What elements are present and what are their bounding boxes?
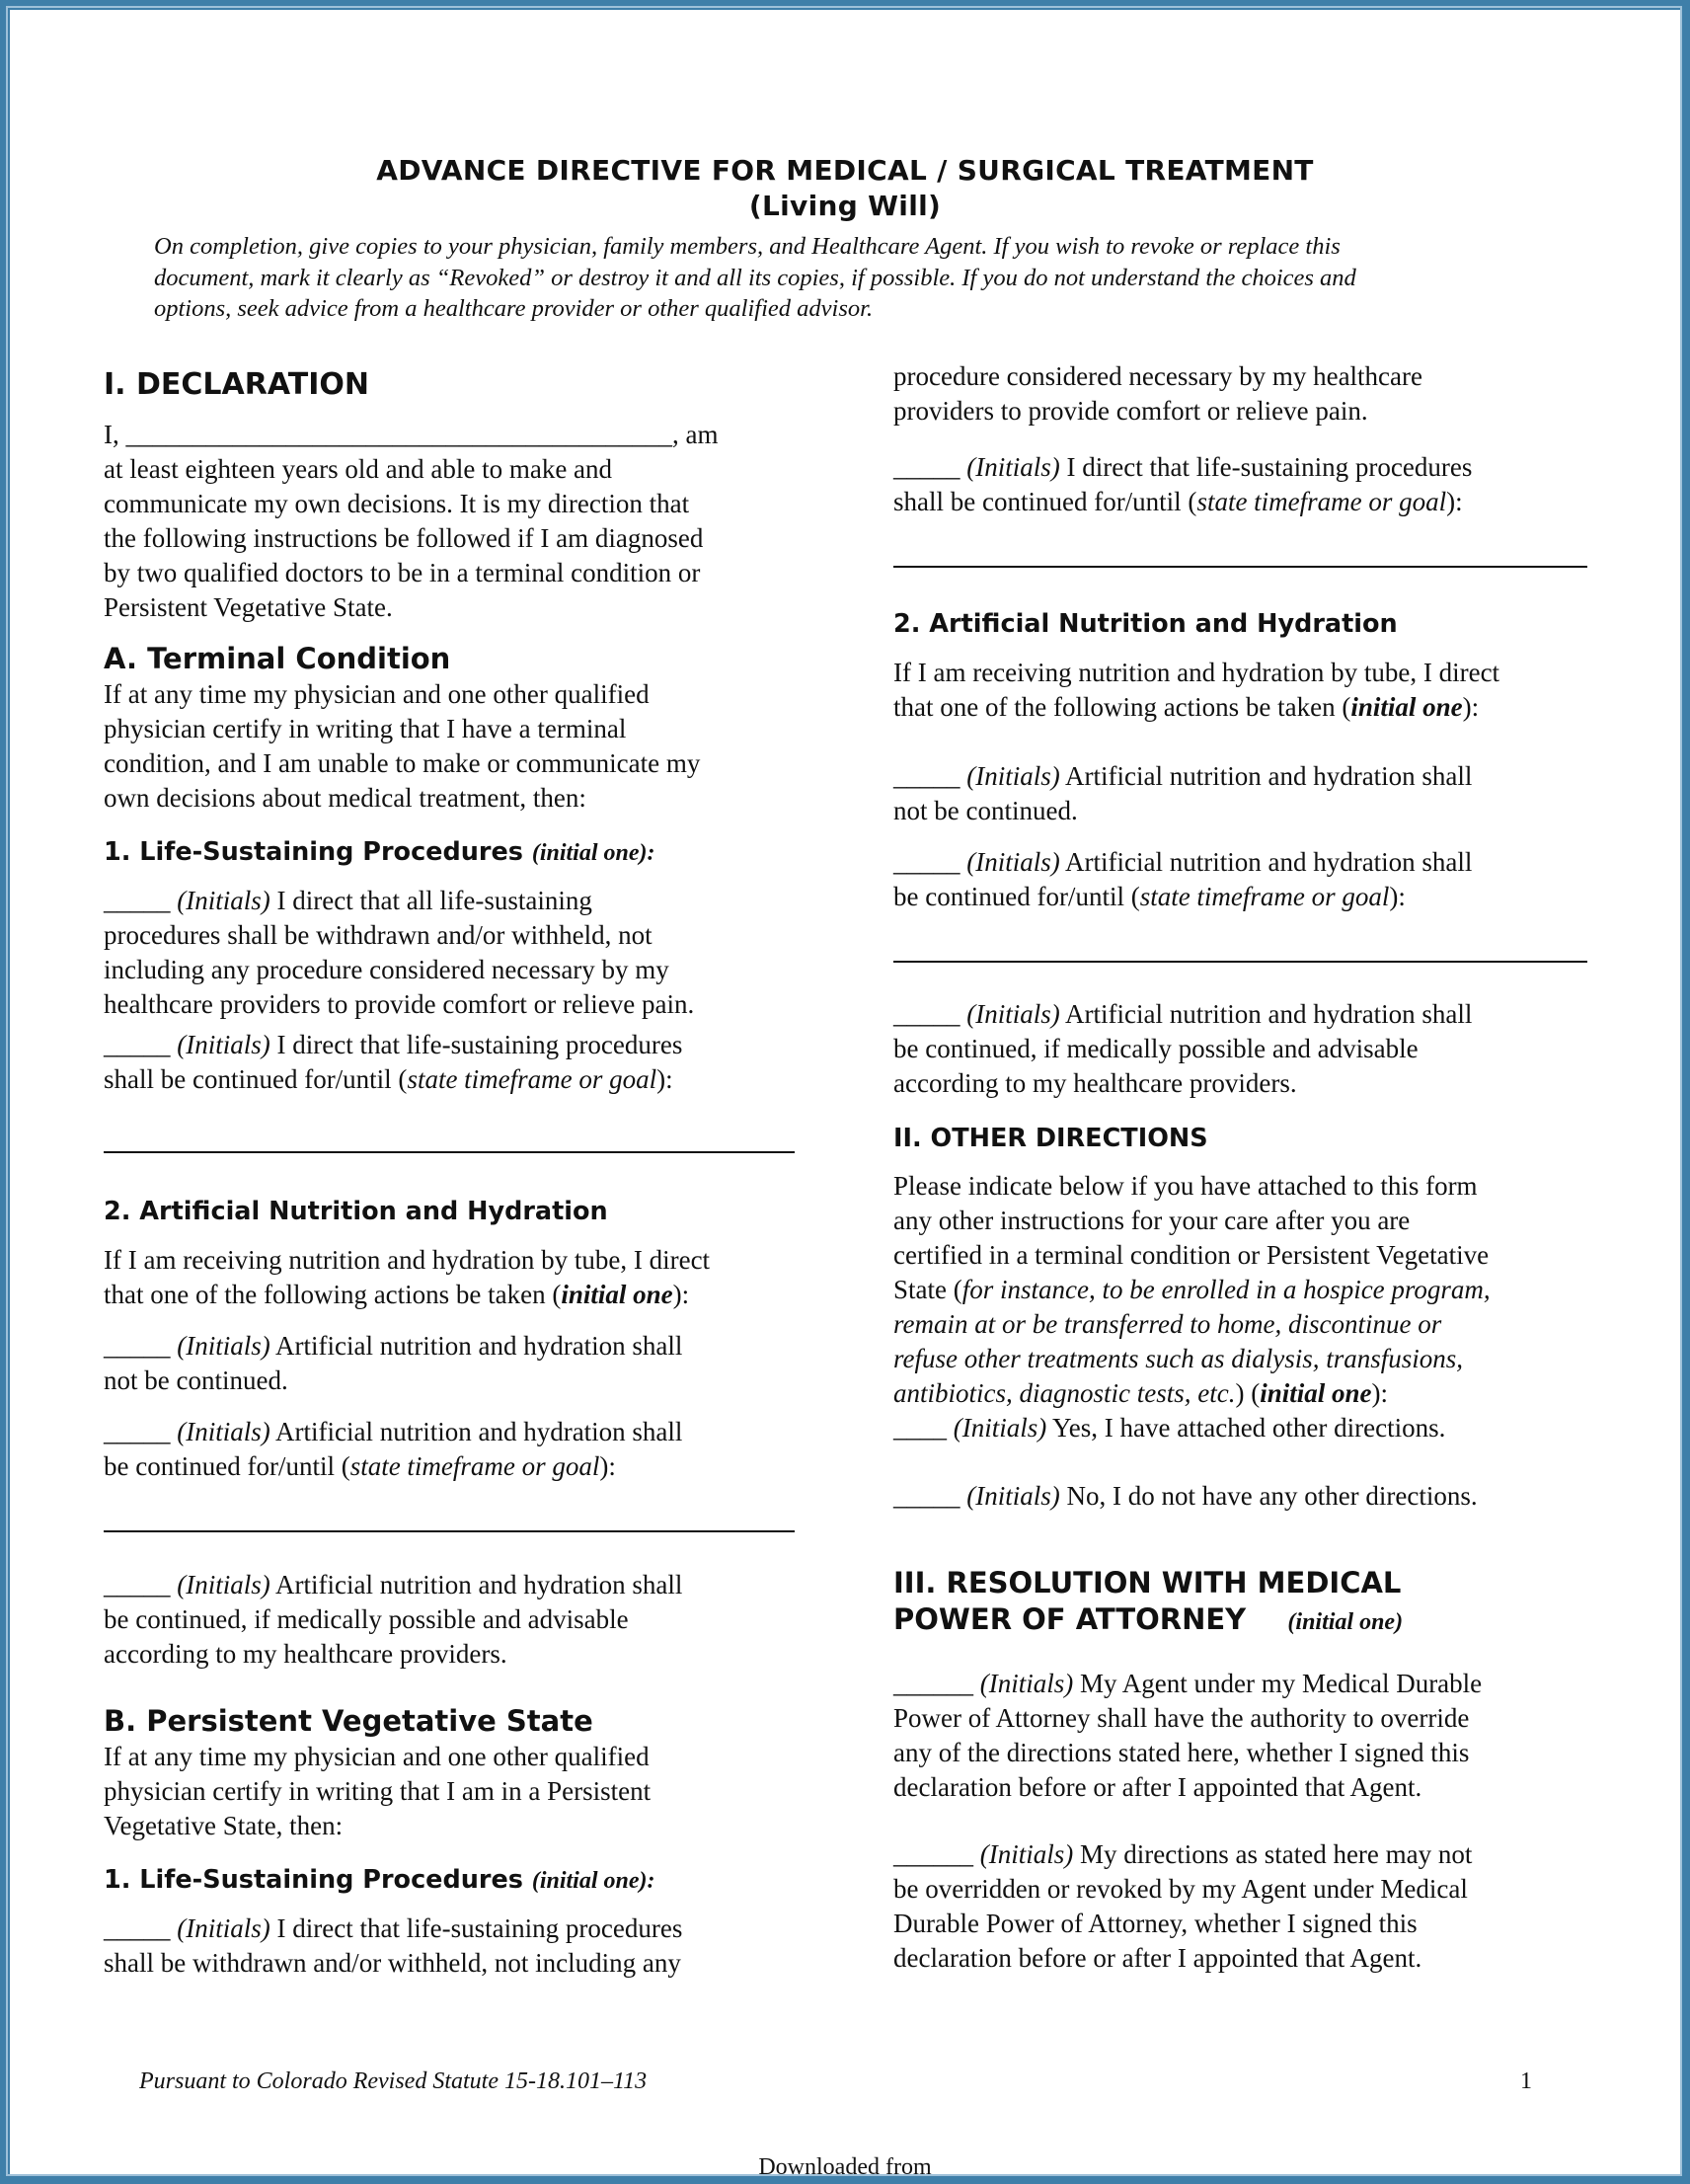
- initials-label: (Initials): [966, 847, 1060, 877]
- option-text: declaration before or after I appointed that Agent.: [893, 1943, 1422, 1973]
- resolution-option-no-override: [893, 1837, 1472, 1976]
- paragraph-line: antibiotics, diagnostic tests, etc.: [893, 1378, 1236, 1408]
- anh-option-not-continued: [893, 759, 1472, 828]
- option-text: according to my healthcare providers.: [104, 1639, 507, 1669]
- option-text: be continued for/until (: [104, 1451, 350, 1481]
- lsp-option-continue: [893, 450, 1472, 519]
- option-text: declaration before or after I appointed that Agent.: [893, 1772, 1422, 1802]
- option-text: Yes, I have attached other directions.: [1046, 1413, 1446, 1443]
- instructions-line: document, mark it clearly as “Revoked” or destroy it and all its copies, if possible. If you do not understand the choices and: [154, 264, 1356, 291]
- paragraph-line: own decisions about medical treatment, then:: [104, 783, 586, 813]
- initials-label: (Initials): [966, 761, 1060, 791]
- paragraph-line: condition, and I am unable to make or communicate my: [104, 748, 701, 778]
- paragraph-line: for instance, to be enrolled in a hospice program,: [961, 1275, 1491, 1304]
- other-directions-no-option: [893, 1479, 1478, 1514]
- document-subtitle: (Living Will): [748, 190, 942, 222]
- heading-text: 1. Life-Sustaining Procedures: [104, 1865, 523, 1895]
- option-text: not be continued.: [893, 796, 1078, 825]
- pvs-lsp-option: [104, 1911, 682, 1981]
- option-text: No, I do not have any other directions.: [1059, 1481, 1478, 1511]
- anh-option-continued-until: [893, 845, 1472, 914]
- anh-intro: [104, 1243, 710, 1312]
- initials-blank[interactable]: ______: [893, 1839, 980, 1869]
- artificial-nutrition-heading: 2. Artificial Nutrition and Hydration: [893, 609, 1398, 639]
- anh-option-advisable: [104, 1568, 682, 1672]
- declaration-line: Persistent Vegetative State.: [104, 592, 393, 622]
- option-text: Artificial nutrition and hydration shall: [1059, 761, 1473, 791]
- option-text: I direct that all life-sustaining: [269, 886, 592, 915]
- option-text: Artificial nutrition and hydration shall: [1059, 847, 1473, 877]
- paragraph-line: ):: [1462, 692, 1480, 722]
- declaration-line: by two qualified doctors to be in a terminal condition or: [104, 558, 701, 587]
- option-text: I direct that life-sustaining procedures: [1059, 452, 1473, 482]
- persistent-vegetative-paragraph: [104, 1740, 651, 1843]
- initials-label: (Initials): [966, 1481, 1060, 1511]
- initials-blank[interactable]: _____: [893, 1481, 967, 1511]
- anh-option-not-continued: [104, 1329, 682, 1398]
- initial-one-note: initial one: [1260, 1378, 1372, 1408]
- other-directions-paragraph: [893, 1169, 1491, 1411]
- declaration-name-line[interactable]: I, _________________________________________, am: [104, 420, 719, 449]
- initials-blank[interactable]: ______: [893, 1669, 980, 1698]
- initials-label: (Initials): [953, 1413, 1047, 1443]
- paragraph-line: certified in a terminal condition or Persistent Vegetative: [893, 1240, 1490, 1270]
- heading-text: 1. Life-Sustaining Procedures: [104, 837, 523, 867]
- option-text: be overridden or revoked by my Agent under Medical: [893, 1874, 1468, 1904]
- life-sustaining-heading: [104, 837, 655, 867]
- paragraph-line: remain at or be transferred to home, discontinue or: [893, 1309, 1442, 1339]
- option-text: Power of Attorney shall have the authority to override: [893, 1703, 1470, 1733]
- declaration-paragraph: [104, 418, 718, 625]
- initials-label: (Initials): [966, 452, 1060, 482]
- option-text: Artificial nutrition and hydration shall: [1059, 999, 1473, 1029]
- resolution-heading-line2: [893, 1602, 1403, 1636]
- resolution-heading: III. RESOLUTION WITH MEDICAL: [893, 1566, 1402, 1599]
- paragraph-line: If at any time my physician and one other qualified: [104, 1742, 650, 1771]
- initials-blank[interactable]: _____: [893, 999, 967, 1029]
- paragraph-line: procedure considered necessary by my healthcare: [893, 361, 1422, 391]
- initials-blank[interactable]: _____: [104, 1331, 178, 1361]
- timeframe-write-line[interactable]: [893, 566, 1587, 568]
- paragraph-line: Vegetative State, then:: [104, 1811, 344, 1840]
- paragraph-line: ):: [672, 1280, 690, 1309]
- option-text: be continued, if medically possible and advisable: [104, 1604, 629, 1634]
- initial-one-note: initial one: [561, 1280, 673, 1309]
- declaration-line: at least eighteen years old and able to make and: [104, 454, 613, 484]
- initials-label: (Initials): [177, 1570, 270, 1599]
- lsp-option-withdraw: [104, 884, 694, 1022]
- statute-footer: Pursuant to Colorado Revised Statute 15-18.101–113: [139, 2068, 648, 2094]
- lsp-option-continue: [104, 1028, 682, 1097]
- option-text: ):: [599, 1451, 616, 1481]
- option-text: Artificial nutrition and hydration shall: [269, 1570, 683, 1599]
- instructions-paragraph: [154, 231, 1556, 325]
- anh-option-continued-until: [104, 1415, 682, 1484]
- paragraph-line: ) (: [1235, 1378, 1261, 1408]
- paragraph-line: that one of the following actions be taken (: [893, 692, 1351, 722]
- document-title: ADVANCE DIRECTIVE FOR MEDICAL / SURGICAL TREATMENT: [376, 154, 1314, 187]
- anh-intro: [893, 656, 1499, 725]
- declaration-heading: I. DECLARATION: [104, 367, 369, 402]
- option-text: My Agent under my Medical Durable: [1073, 1669, 1483, 1698]
- initial-one-note: (initial one):: [531, 840, 655, 866]
- paragraph-line: providers to provide comfort or relieve pain.: [893, 396, 1368, 426]
- paragraph-line: State (: [893, 1275, 962, 1304]
- paragraph-line: ):: [1371, 1378, 1388, 1408]
- initials-blank[interactable]: _____: [104, 1030, 178, 1059]
- initials-label: (Initials): [177, 1417, 270, 1446]
- initials-label: (Initials): [177, 1030, 270, 1059]
- resolution-option-agent-override: [893, 1667, 1482, 1805]
- downloaded-from-note: Downloaded from: [758, 2154, 932, 2174]
- option-text: according to my healthcare providers.: [893, 1068, 1297, 1098]
- heading-text: POWER OF ATTORNEY: [893, 1602, 1247, 1636]
- paragraph-line: If at any time my physician and one other qualified: [104, 679, 650, 709]
- initials-blank[interactable]: _____: [893, 847, 967, 877]
- declaration-line: the following instructions be followed if I am diagnosed: [104, 523, 704, 553]
- option-text: state timeframe or goal: [407, 1064, 657, 1094]
- option-text: healthcare providers to provide comfort or relieve pain.: [104, 989, 695, 1019]
- timeframe-write-line[interactable]: [893, 961, 1587, 963]
- option-text: shall be withdrawn and/or withheld, not including any: [104, 1948, 681, 1978]
- initials-blank[interactable]: _____: [104, 1913, 178, 1943]
- initials-blank[interactable]: _____: [893, 452, 967, 482]
- option-text: state timeframe or goal: [349, 1451, 600, 1481]
- paragraph-line: that one of the following actions be taken (: [104, 1280, 562, 1309]
- other-directions-heading: II. OTHER DIRECTIONS: [893, 1124, 1208, 1153]
- instructions-line: On completion, give copies to your physician, family members, and Healthcare Agent. If you wish to revoke or replace this: [154, 233, 1341, 260]
- other-directions-yes-option: [893, 1411, 1445, 1445]
- paragraph-line: If I am receiving nutrition and hydration by tube, I direct: [104, 1245, 711, 1275]
- paragraph-line: refuse other treatments such as dialysis, transfusions,: [893, 1344, 1463, 1373]
- option-text: I direct that life-sustaining procedures: [269, 1913, 683, 1943]
- option-text: Artificial nutrition and hydration shall: [269, 1331, 683, 1361]
- initials-blank[interactable]: _____: [893, 761, 967, 791]
- artificial-nutrition-heading: 2. Artificial Nutrition and Hydration: [104, 1197, 608, 1226]
- option-text: ):: [1389, 882, 1406, 911]
- initials-blank[interactable]: _____: [104, 1417, 178, 1446]
- initials-label: (Initials): [177, 1331, 270, 1361]
- option-text: procedures shall be withdrawn and/or withheld, not: [104, 920, 653, 950]
- option-text: not be continued.: [104, 1365, 288, 1395]
- initials-blank[interactable]: ____: [893, 1413, 954, 1443]
- paragraph-line: If I am receiving nutrition and hydration by tube, I direct: [893, 658, 1500, 687]
- option-text: be continued for/until (: [893, 882, 1140, 911]
- paragraph-line: physician certify in writing that I am in a Persistent: [104, 1776, 652, 1806]
- initials-label: (Initials): [966, 999, 1060, 1029]
- option-text: state timeframe or goal: [1139, 882, 1390, 911]
- initials-label: (Initials): [979, 1839, 1074, 1869]
- terminal-condition-heading: A. Terminal Condition: [104, 642, 451, 675]
- life-sustaining-heading: [104, 1865, 655, 1895]
- option-text: shall be continued for/until (: [893, 487, 1197, 516]
- persistent-vegetative-heading: B. Persistent Vegetative State: [104, 1704, 593, 1738]
- continued-paragraph: [893, 359, 1422, 429]
- initial-one-note: initial one: [1350, 692, 1463, 722]
- option-text: any of the directions stated here, whether I signed this: [893, 1738, 1470, 1767]
- option-text: I direct that life-sustaining procedures: [269, 1030, 683, 1059]
- document-page: [10, 10, 1680, 2174]
- option-text: ):: [656, 1064, 673, 1094]
- option-text: My directions as stated here may not: [1073, 1839, 1473, 1869]
- declaration-line: communicate my own decisions. It is my direction that: [104, 489, 690, 518]
- initials-label: (Initials): [979, 1669, 1074, 1698]
- initials-blank[interactable]: _____: [104, 1570, 178, 1599]
- initials-label: (Initials): [177, 1913, 270, 1943]
- timeframe-write-line[interactable]: [104, 1151, 795, 1153]
- option-text: state timeframe or goal: [1196, 487, 1447, 516]
- option-text: including any procedure considered necessary by my: [104, 955, 669, 984]
- option-text: Durable Power of Attorney, whether I signed this: [893, 1909, 1418, 1938]
- terminal-condition-paragraph: [104, 677, 700, 816]
- paragraph-line: any other instructions for your care after you are: [893, 1206, 1411, 1235]
- initial-one-note: (initial one):: [531, 1868, 655, 1894]
- timeframe-write-line[interactable]: [104, 1530, 795, 1532]
- paragraph-line: Please indicate below if you have attached to this form: [893, 1171, 1478, 1201]
- paragraph-line: physician certify in writing that I have a terminal: [104, 714, 627, 743]
- option-text: be continued, if medically possible and advisable: [893, 1034, 1419, 1063]
- option-text: shall be continued for/until (: [104, 1064, 408, 1094]
- initials-blank[interactable]: _____: [104, 886, 178, 915]
- initials-label: (Initials): [177, 886, 270, 915]
- initial-one-note: (initial one): [1287, 1609, 1404, 1635]
- option-text: ):: [1446, 487, 1463, 516]
- instructions-line: options, seek advice from a healthcare provider or other qualified advisor.: [154, 295, 874, 322]
- page-number: 1: [1520, 2068, 1532, 2094]
- anh-option-advisable: [893, 997, 1472, 1101]
- option-text: Artificial nutrition and hydration shall: [269, 1417, 683, 1446]
